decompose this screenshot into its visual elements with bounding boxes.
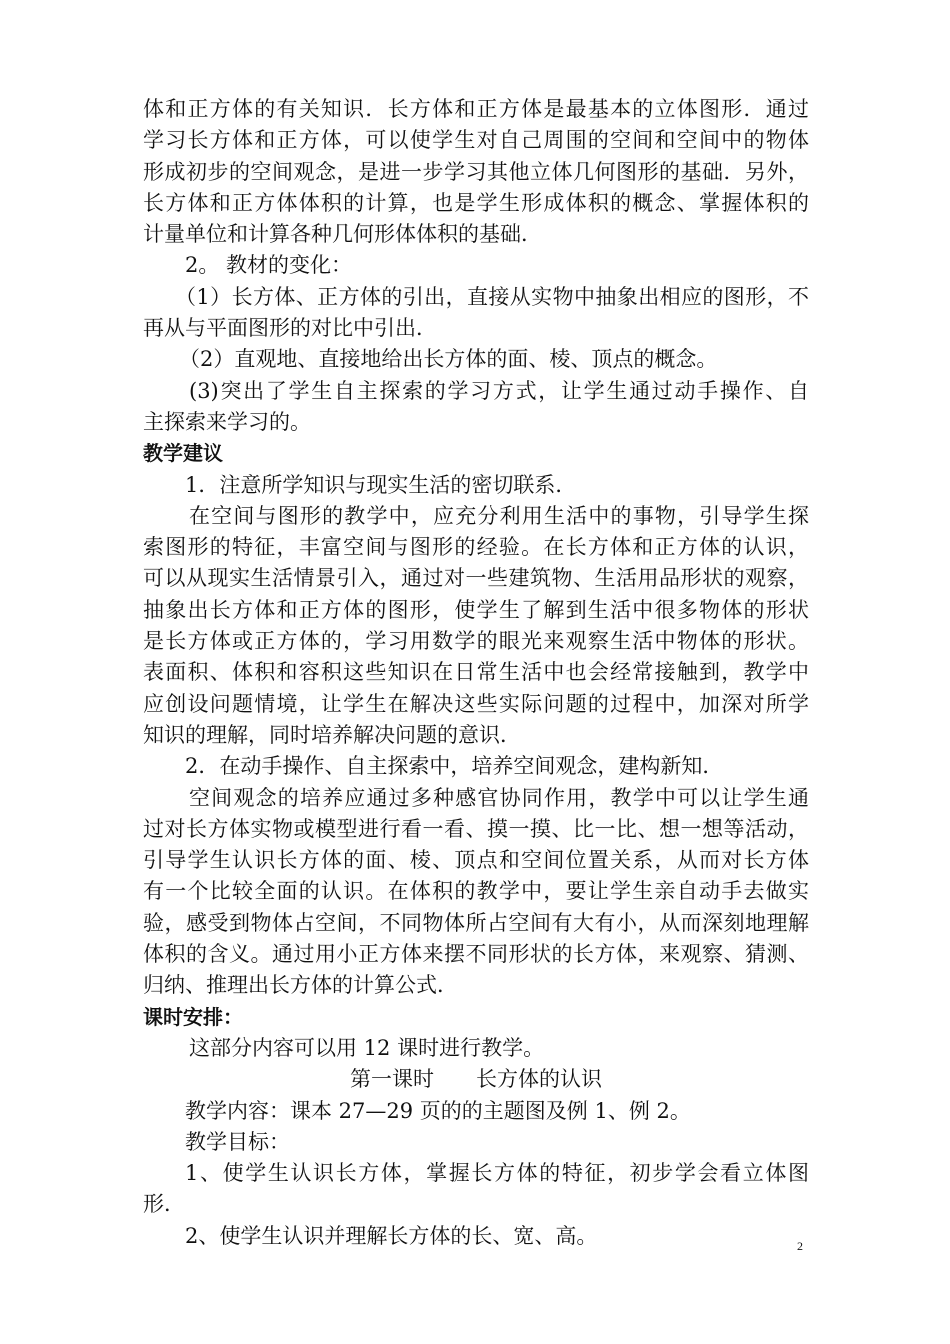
paragraph-line: 有一个比较全面的认识。在体积的教学中，要让学生亲自动手去做实 xyxy=(143,879,809,904)
paragraph-line: 体积的含义。通过用小正方体来摆不同形状的长方体，来观察、猜测、 xyxy=(143,942,809,967)
body-line: 计量单位和计算各种几何形体体积的基础． xyxy=(143,222,542,247)
section-heading: 教学建议 xyxy=(143,441,223,466)
paragraph-line: 抽象出长方体和正方体的图形，使学生了解到生活中很多物体的形状 xyxy=(143,597,809,622)
body-line: 教学目标： xyxy=(185,1129,290,1154)
section-item: 2。 教材的变化： xyxy=(185,253,353,278)
paragraph-line: 表面积、体积和容积这些知识在日常生活中也会经常接触到，教学中 xyxy=(143,660,809,685)
list-item: （1）长方体、正方体的引出，直接从实物中抽象出相应的图形，不 xyxy=(175,284,809,309)
body-line: 主探索来学习的。 xyxy=(143,409,311,434)
lesson-title: 第一课时 长方体的认识 xyxy=(350,1067,602,1092)
body-line: 形． xyxy=(143,1192,185,1217)
paragraph-line: 应创设问题情境，让学生在解决这些实际问题的过程中，加深对所学 xyxy=(143,691,809,716)
paragraph-line: 验，感受到物体占空间，不同物体所占空间有大有小，从而深刻地理解 xyxy=(143,910,809,935)
paragraph-line: 空间观念的培养应通过多种感官协同作用，教学中可以让学生通 xyxy=(189,785,809,810)
list-item: 1、使学生认识长方体，掌握长方体的特征，初步学会看立体图 xyxy=(185,1161,809,1186)
paragraph-line: 引导学生认识长方体的面、棱、顶点和空间位置关系，从而对长方体 xyxy=(143,848,809,873)
paragraph-line: 归纳、推理出长方体的计算公式． xyxy=(143,973,458,998)
sub-heading: 2．在动手操作、自主探索中，培养空间观念，建构新知． xyxy=(185,754,724,779)
paragraph-line: 过对长方体实物或模型进行看一看、摸一摸、比一比、想一想等活动， xyxy=(143,816,809,841)
list-item: 2、使学生认识并理解长方体的长、宽、高。 xyxy=(185,1223,598,1248)
sub-heading: 1．注意所学知识与现实生活的密切联系． xyxy=(185,472,577,497)
section-heading: 课时安排： xyxy=(143,1004,243,1029)
paragraph-line: 是长方体或正方体的，学习用数学的眼光来观察生活中物体的形状。 xyxy=(143,629,809,654)
body-line: 再从与平面图形的对比中引出． xyxy=(143,316,437,341)
body-line: 体和正方体的有关知识．长方体和正方体是最基本的立体图形．通过 xyxy=(143,97,809,121)
document-body xyxy=(143,94,809,1252)
body-line: 形成初步的空间观念，是进一步学习其他立体几何图形的基础．另外， xyxy=(143,159,809,184)
paragraph-line: 在空间与图形的教学中，应充分利用生活中的事物，引导学生探 xyxy=(189,503,809,528)
body-line: 教学内容：课本 27—29 页的的主题图及例 1、例 2。 xyxy=(185,1098,691,1123)
paragraph-line: 可以从现实生活情景引入，通过对一些建筑物、生活用品形状的观察， xyxy=(143,566,809,591)
list-item: (3)突出了学生自主探索的学习方式，让学生通过动手操作、自 xyxy=(189,378,809,403)
paragraph-line: 索图形的特征，丰富空间与图形的经验。在长方体和正方体的认识， xyxy=(143,535,809,560)
page-number: 2 xyxy=(797,1239,803,1253)
body-line: 学习长方体和正方体，可以使学生对自己周围的空间和空间中的物体 xyxy=(143,128,809,153)
paragraph-line: 知识的理解，同时培养解决问题的意识． xyxy=(143,722,521,747)
list-item: （2）直观地、直接地给出长方体的面、棱、顶点的概念。 xyxy=(179,347,718,372)
body-line: 长方体和正方体体积的计算，也是学生形成体积的概念、掌握体积的 xyxy=(143,190,809,215)
body-line: 这部分内容可以用 12 课时进行教学。 xyxy=(189,1035,545,1060)
